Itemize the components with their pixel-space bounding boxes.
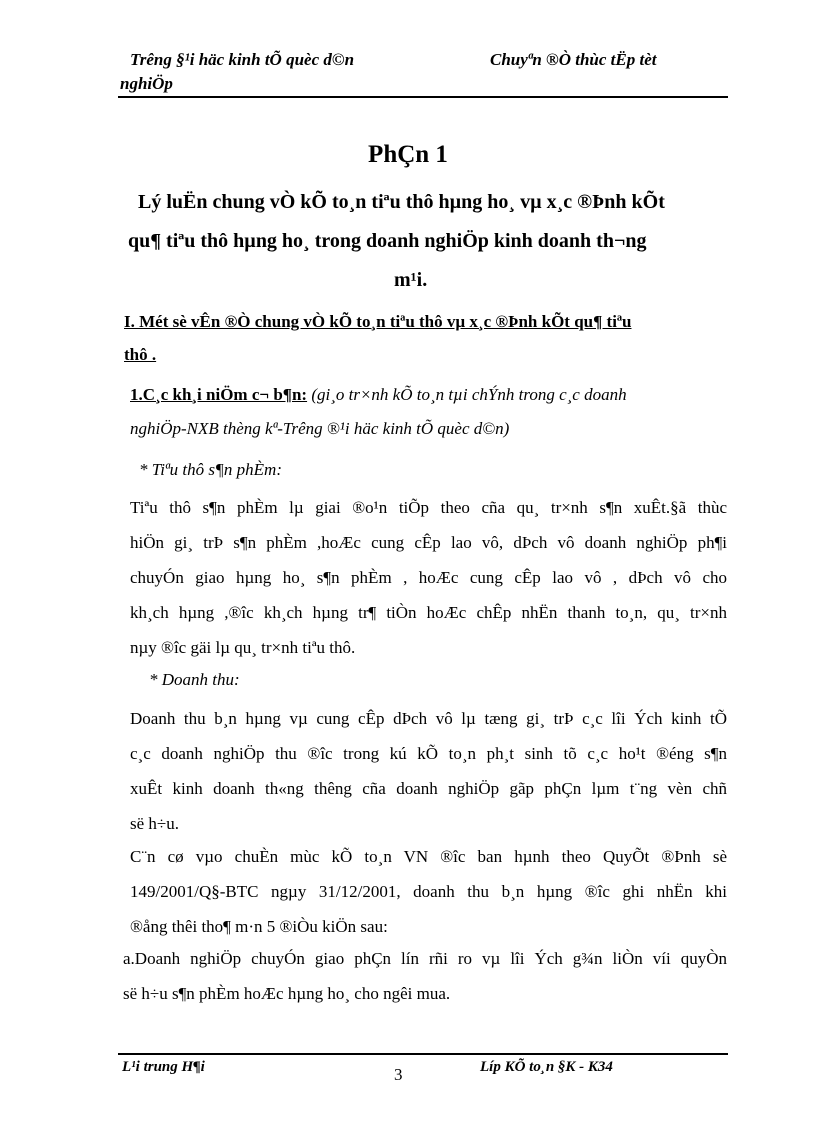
- para3-line: C¨n cø vµo chuÈn mùc kÕ to¸n VN ®îc ban hµnh theo QuyÕt ®Þnh sè: [130, 847, 727, 866]
- para1-line: kh¸ch hµng ,®îc kh¸ch hµng tr¶ tiÒn hoÆc chÊp nhËn thanh to¸n, qu¸ tr×nh: [130, 603, 727, 622]
- part-title: PhÇn 1: [368, 141, 448, 168]
- header-report-type: Chuyªn ®Ò thùc tËp tèt: [490, 50, 657, 69]
- section-heading-line-1: I. Mét sè vÊn ®Ò chung vÒ kÕ to¸n tiªu thô vµ x¸c ®Þnh kÕt qu¶ tiªu: [124, 312, 632, 331]
- chapter-title-line-2: qu¶ tiªu thô hµng ho¸ trong doanh nghiÖp kinh doanh th¬ng: [128, 230, 647, 252]
- section-heading-line-2: thô .: [124, 345, 157, 364]
- para4-line: a.Doanh nghiÖp chuyÓn giao phÇn lín rñi ro vµ lîi Ých g¾n liÒn víi quyÒn: [123, 949, 727, 968]
- para4-line: së h÷u s¶n phÈm hoÆc hµng ho¸ cho ngêi mua.: [123, 984, 451, 1003]
- footer-class: Líp KÕ to¸n §K - K34: [480, 1059, 613, 1075]
- header-school: Trêng §¹i häc kinh tÕ quèc d©n: [130, 50, 355, 69]
- paragraph-revenue: [130, 701, 727, 841]
- subsection-label: 1.C¸c kh¸i niÖm c¬ b¶n:: [130, 385, 308, 404]
- para2-line: Doanh thu b¸n hµng vµ cung cÊp dÞch vô lµ tæng gi¸ trÞ c¸c lîi Ých kinh tÕ: [130, 709, 727, 728]
- chapter-title-line-3: m¹i.: [394, 269, 428, 291]
- para1-line: nµy ®îc gäi lµ qu¸ tr×nh tiªu thô.: [130, 638, 356, 657]
- chapter-title-line-1: Lý luËn chung vÒ kÕ to¸n tiªu thô hµng ho¸ vµ x¸c ®Þnh kÕt: [138, 191, 665, 213]
- para2-line: c¸c doanh nghiÖp thu ®îc trong kú kÕ to¸n ph¸t sinh tõ c¸c ho¹t ®éng s¶n: [130, 744, 727, 763]
- term-revenue: * Doanh thu:: [149, 670, 240, 689]
- footer-rule: [118, 1053, 728, 1055]
- para2-line: xuÊt kinh doanh th«ng thêng cña doanh nghiÖp gãp phÇn lµm t¨ng vèn chñ: [130, 779, 727, 798]
- page-number: 3: [394, 1065, 403, 1084]
- subsection-source-note-continued: nghiÖp-NXB thèng kª-Trêng ®¹i häc kinh tÕ quèc d©n): [130, 419, 510, 438]
- para3-line: 149/2001/Q§-BTC ngµy 31/12/2001, doanh thu b¸n hµng ®îc ghi nhËn khi: [130, 882, 727, 901]
- subsection-heading: [130, 377, 627, 412]
- para1-line: Tiªu thô s¶n phÈm lµ giai ®o¹n tiÕp theo cña qu¸ tr×nh s¶n xuÊt.§ã thùc: [130, 498, 727, 517]
- header-rule: [118, 96, 728, 98]
- para3-line: ®ång thêi tho¶ m·n 5 ®iÒu kiÖn sau:: [130, 917, 388, 936]
- subsection-source-note: (gi¸o tr×nh kÕ to¸n tµi chÝnh trong c¸c doanh: [307, 385, 627, 404]
- paragraph-standard: [130, 839, 727, 944]
- term-product-sales: * Tiªu thô s¶n phÈm:: [139, 460, 282, 479]
- paragraph-condition-a: [123, 941, 727, 1011]
- para1-line: hiÖn gi¸ trÞ s¶n phÈm ,hoÆc cung cÊp lao vô, dÞch vô doanh nghiÖp ph¶i: [130, 533, 727, 552]
- para2-line: së h÷u.: [130, 814, 179, 833]
- paragraph-product-sales: [130, 490, 727, 665]
- para1-line: chuyÓn giao hµng ho¸ s¶n phÈm , hoÆc cung cÊp lao vô , dÞch vô cho: [130, 568, 727, 587]
- header-continuation: nghiÖp: [120, 74, 173, 93]
- footer-author: L¹i trung H¶i: [122, 1059, 205, 1075]
